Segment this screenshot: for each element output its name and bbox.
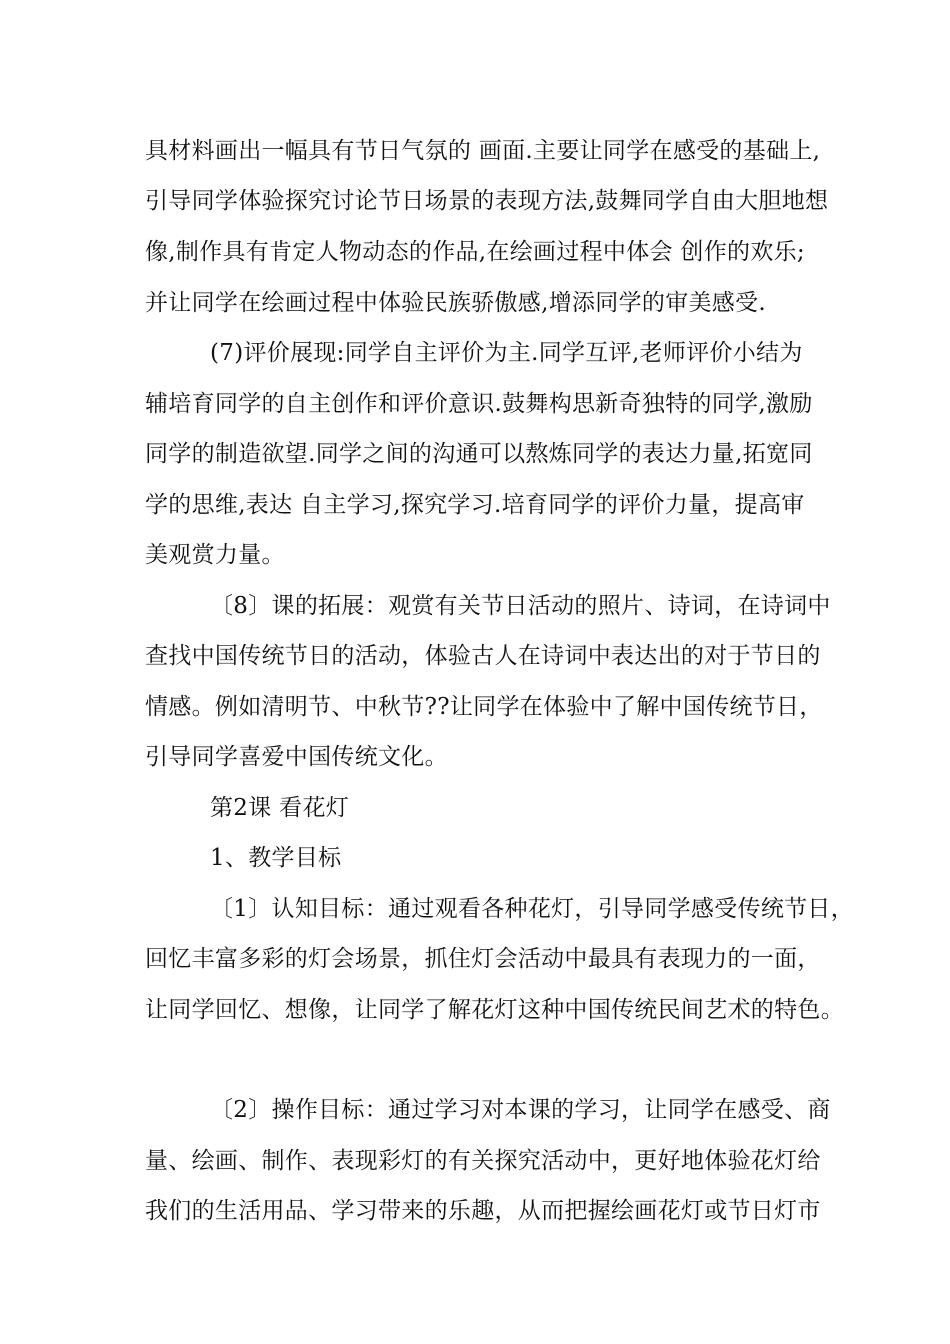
text-line: 具材料画出一幅具有节日气氛的 画面.主要让同学在感受的基础上,: [145, 138, 821, 164]
text-line: 引导同学体验探究讨论节日场景的表现方法,鼓舞同学自由大胆地想: [145, 188, 829, 214]
text-line: 引导同学喜爱中国传统文化。: [145, 744, 448, 770]
paragraph-start: 〔2〕操作目标：通过学习对本课的学习，让同学在感受、商: [210, 1097, 831, 1123]
text-line: 情感。例如清明节、中秋节??让同学在体验中了解中国传统节日，: [145, 694, 823, 720]
section-heading: 1、教学目标: [210, 845, 342, 871]
text-line: 量、绘画、制作、表现彩灯的有关探究活动中，更好地体验花灯给: [145, 1148, 821, 1174]
text-line: 查找中国传统节日的活动，体验古人在诗词中表达出的对于节日的: [145, 643, 821, 669]
paragraph-start: 〔1〕认知目标：通过观看各种花灯，引导同学感受传统节日，: [210, 896, 855, 922]
text-line: 辅培育同学的自主创作和评价意识.鼓舞构思新奇独特的同学,激励: [145, 391, 813, 417]
paragraph-start: 〔8〕课的拓展：观赏有关节日活动的照片、诗词，在诗词中: [210, 593, 831, 619]
paragraph-start: (7)评价展现:同学自主评价为主.同学互评,老师评价小结为: [210, 340, 803, 366]
text-line: 回忆丰富多彩的灯会场景，抓住灯会活动中最具有表现力的一面，: [145, 946, 821, 972]
text-line: 让同学回忆、想像，让同学了解花灯这种中国传统民间艺术的特色。: [145, 997, 844, 1023]
text-line: 学的思维,表达 自主学习,探究学习.培育同学的评价力量，提高审: [145, 492, 805, 518]
lesson-heading: 第2课 看花灯: [210, 795, 350, 821]
text-line: 同学的制造欲望.同学之间的沟通可以熬炼同学的表达力量,拓宽同: [145, 441, 813, 467]
text-line: 美观赏力量。: [145, 542, 285, 568]
text-line: 我们的生活用品、学习带来的乐趣，从而把握绘画花灯或节日灯市: [145, 1198, 821, 1224]
text-line: 像,制作具有肯定人物动态的作品,在绘画过程中体会 创作的欢乐;: [145, 239, 805, 265]
text-line: 并让同学在绘画过程中体验民族骄傲感,增添同学的审美感受.: [145, 290, 767, 316]
